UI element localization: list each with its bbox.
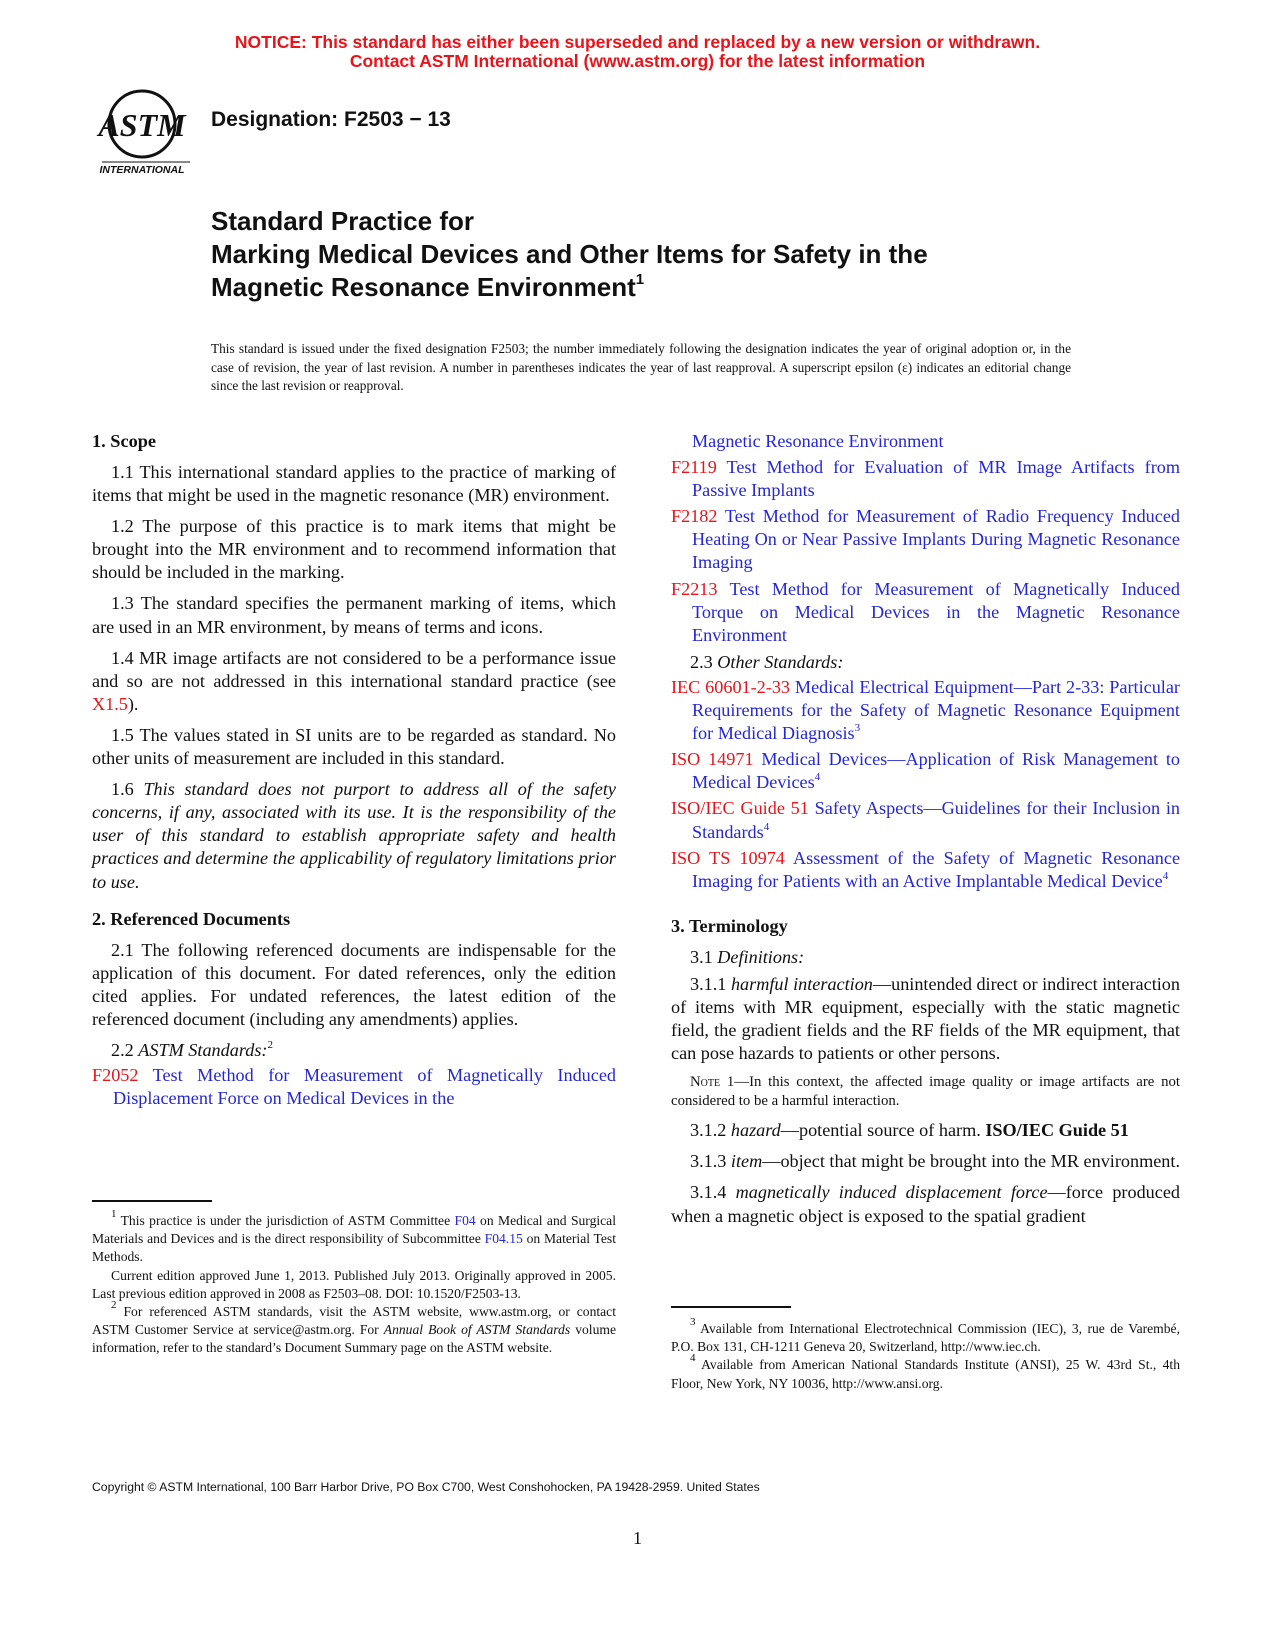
left-column bbox=[92, 430, 616, 1113]
copyright-line: Copyright © ASTM International, 100 Barr Harbor Drive, PO Box C700, West Conshohocken, PA 19428-2959. United States bbox=[92, 1480, 760, 1494]
footnote-3: $^3$ Available from International Electrotechnical Commission (IEC), 3, rue de Varembé, P.O. Box 131, CH-1211 Geneva 20, Switzerland, http://www.iec.ch. bbox=[671, 1316, 1180, 1355]
other-standards-label: 2.3 Other Standards: bbox=[690, 651, 844, 672]
logo-text: ASTM bbox=[98, 107, 186, 143]
referenced-2-1: 2.1 The following referenced documents are indispensable for the application of this document. For dated references, only the edition cited applies. For undated references, the latest edition of the referenced document (including any amendments) applies. bbox=[92, 939, 616, 1029]
footnote-2: $^2$ For referenced ASTM standards, visit the ASTM website, www.astm.org, or contact ASTM Customer Service at service@astm.org. For Annual Book of ASTM Standards volume information, refer to the standard’s Document Summary page on the ASTM website. bbox=[92, 1299, 616, 1356]
withdrawn-notice bbox=[0, 33, 1275, 71]
left-footnote-rule bbox=[92, 1200, 212, 1202]
notice-line-1: NOTICE: This standard has either been superseded and replaced by a new version or withdrawn. bbox=[234, 32, 1041, 52]
terminology-heading: 3. Terminology bbox=[671, 915, 788, 936]
reference-iec-60601[interactable]: IEC 60601-2-33 Medical Electrical Equipment—Part 2-33: Particular Requirements for the Safety of Magnetic Resonance Equipment for Medical Diagnosis$^3$ bbox=[671, 676, 1180, 744]
title-footnote-mark: 1 bbox=[635, 271, 645, 288]
f04-15-link[interactable]: F04.15 bbox=[484, 1231, 523, 1247]
left-footnotes bbox=[92, 1208, 616, 1358]
footnote-1: $^1$ This practice is under the jurisdiction of ASTM Committee F04 on Medical and Surgical Materials and Devices and is the direct responsibility of Subcommittee F04.15 on Material Test Methods. bbox=[92, 1208, 616, 1265]
term-magnetically-induced-displacement-force: 3.1.4 magnetically induced displacement force—force produced when a magnetic object is exposed to the spatial gradient bbox=[671, 1182, 1181, 1226]
referenced-documents-heading: 2. Referenced Documents bbox=[92, 908, 291, 929]
note-1: Note 1—In this context, the affected image quality or image artifacts are not considered to be a harmful interaction. bbox=[671, 1074, 1180, 1110]
reference-iso-ts-10974[interactable]: ISO TS 10974 Assessment of the Safety of Magnetic Resonance Imaging for Patients with an Active Implantable Medical Device$^4$ bbox=[671, 847, 1181, 891]
reference-f2182[interactable]: F2182 Test Method for Measurement of Radio Frequency Induced Heating On or Near Passive Implants During Magnetic Resonance Imaging bbox=[671, 506, 1180, 573]
reference-f2052[interactable]: F2052 Test Method for Measurement of Magnetically Induced Displacement Force on Medical Devices in the bbox=[92, 1065, 616, 1109]
right-footnote-rule bbox=[671, 1306, 791, 1308]
page-number: 1 bbox=[633, 1528, 642, 1548]
astm-standards-label: 2.2 ASTM Standards:$^2$ bbox=[111, 1038, 273, 1060]
scope-1-2: 1.2 The purpose of this practice is to mark items that might be brought into the MR environment and to recommend information that should be included in the marking. bbox=[92, 516, 616, 583]
title-line-1: Standard Practice for bbox=[211, 206, 474, 236]
issue-statement: This standard is issued under the fixed designation F2503; the number immediately following the designation indicates the year of original adoption or, in the case of revision, the year of last revision. A number in parentheses indicates the year of last reapproval. A superscript epsilon (ε) indicates an editorial change since the last revision or reapproval. bbox=[211, 341, 1071, 393]
scope-1-3: 1.3 The standard specifies the permanent marking of items, which are used in an MR environment, by means of terms and icons. bbox=[92, 593, 616, 637]
footnote-4: $^4$ Available from American National Standards Institute (ANSI), 25 W. 43rd St., 4th Floor, New York, NY 10036, http://www.ansi.org. bbox=[671, 1352, 1180, 1391]
reference-f2119[interactable]: F2119 Test Method for Evaluation of MR Image Artifacts from Passive Implants bbox=[671, 457, 1180, 501]
scope-1-4: 1.4 MR image artifacts are not considered to be a performance issue and so are not addressed in this international standard practice (see X1.5). bbox=[92, 647, 616, 714]
scope-1-5: 1.5 The values stated in SI units are to be regarded as standard. No other units of measurement are included in this standard. bbox=[92, 724, 616, 769]
reference-f2052-continued[interactable]: Magnetic Resonance Environment bbox=[692, 431, 944, 451]
title-line-3: Magnetic Resonance Environment bbox=[211, 272, 636, 302]
right-footnotes bbox=[671, 1316, 1180, 1393]
designation: Designation: F2503 − 13 bbox=[211, 108, 451, 131]
f04-link[interactable]: F04 bbox=[454, 1213, 476, 1228]
reference-iso-14971[interactable]: ISO 14971 Medical Devices—Application of Risk Management to Medical Devices$^4$ bbox=[671, 749, 1180, 793]
document-title bbox=[211, 205, 1161, 304]
scope-1-1: 1.1 This international standard applies to the practice of marking of items that might be used in the magnetic resonance (MR) environment. bbox=[92, 462, 616, 506]
logo-subtext: INTERNATIONAL bbox=[99, 164, 185, 176]
reference-f2213[interactable]: F2213 Test Method for Measurement of Magnetically Induced Torque on Medical Devices in the Magnetic Resonance Environment bbox=[671, 578, 1180, 645]
footnote-1-edition: Current edition approved June 1, 2013. Published July 2013. Originally approved in 2005. Last previous edition approved in 2008 as F2503–08. DOI: 10.1520/F2503-13. bbox=[92, 1267, 616, 1301]
scope-heading: 1. Scope bbox=[92, 431, 156, 451]
right-column bbox=[671, 430, 1180, 1236]
definitions-label: 3.1 Definitions: bbox=[690, 946, 805, 967]
title-line-2: Marking Medical Devices and Other Items for Safety in the bbox=[211, 239, 928, 269]
term-item: 3.1.3 item—object that might be brought into the MR environment. bbox=[690, 1151, 1180, 1172]
term-hazard: 3.1.2 hazard—potential source of harm. ISO/IEC Guide 51 bbox=[690, 1120, 1129, 1141]
astm-logo bbox=[92, 86, 200, 178]
term-harmful-interaction: 3.1.1 harmful interaction—unintended direct or indirect interaction of items with MR equipment, especially with the static magnetic field, the gradient fields and the RF fields of the MR equipment, that can pose hazards to patients or other persons. bbox=[671, 973, 1180, 1064]
reference-iso-iec-guide-51[interactable]: ISO/IEC Guide 51 Safety Aspects—Guidelines for their Inclusion in Standards$^4$ bbox=[671, 798, 1180, 842]
notice-line-2: Contact ASTM International (www.astm.org) for the latest information bbox=[349, 51, 926, 71]
x1-5-link[interactable]: X1.5 bbox=[92, 693, 128, 714]
scope-1-6: 1.6 This standard does not purport to address all of the safety concerns, if any, associated with its use. It is the responsibility of the user of this standard to establish appropriate safety and health practices and determine the applicability of regulatory limitations prior to use. bbox=[92, 779, 616, 892]
